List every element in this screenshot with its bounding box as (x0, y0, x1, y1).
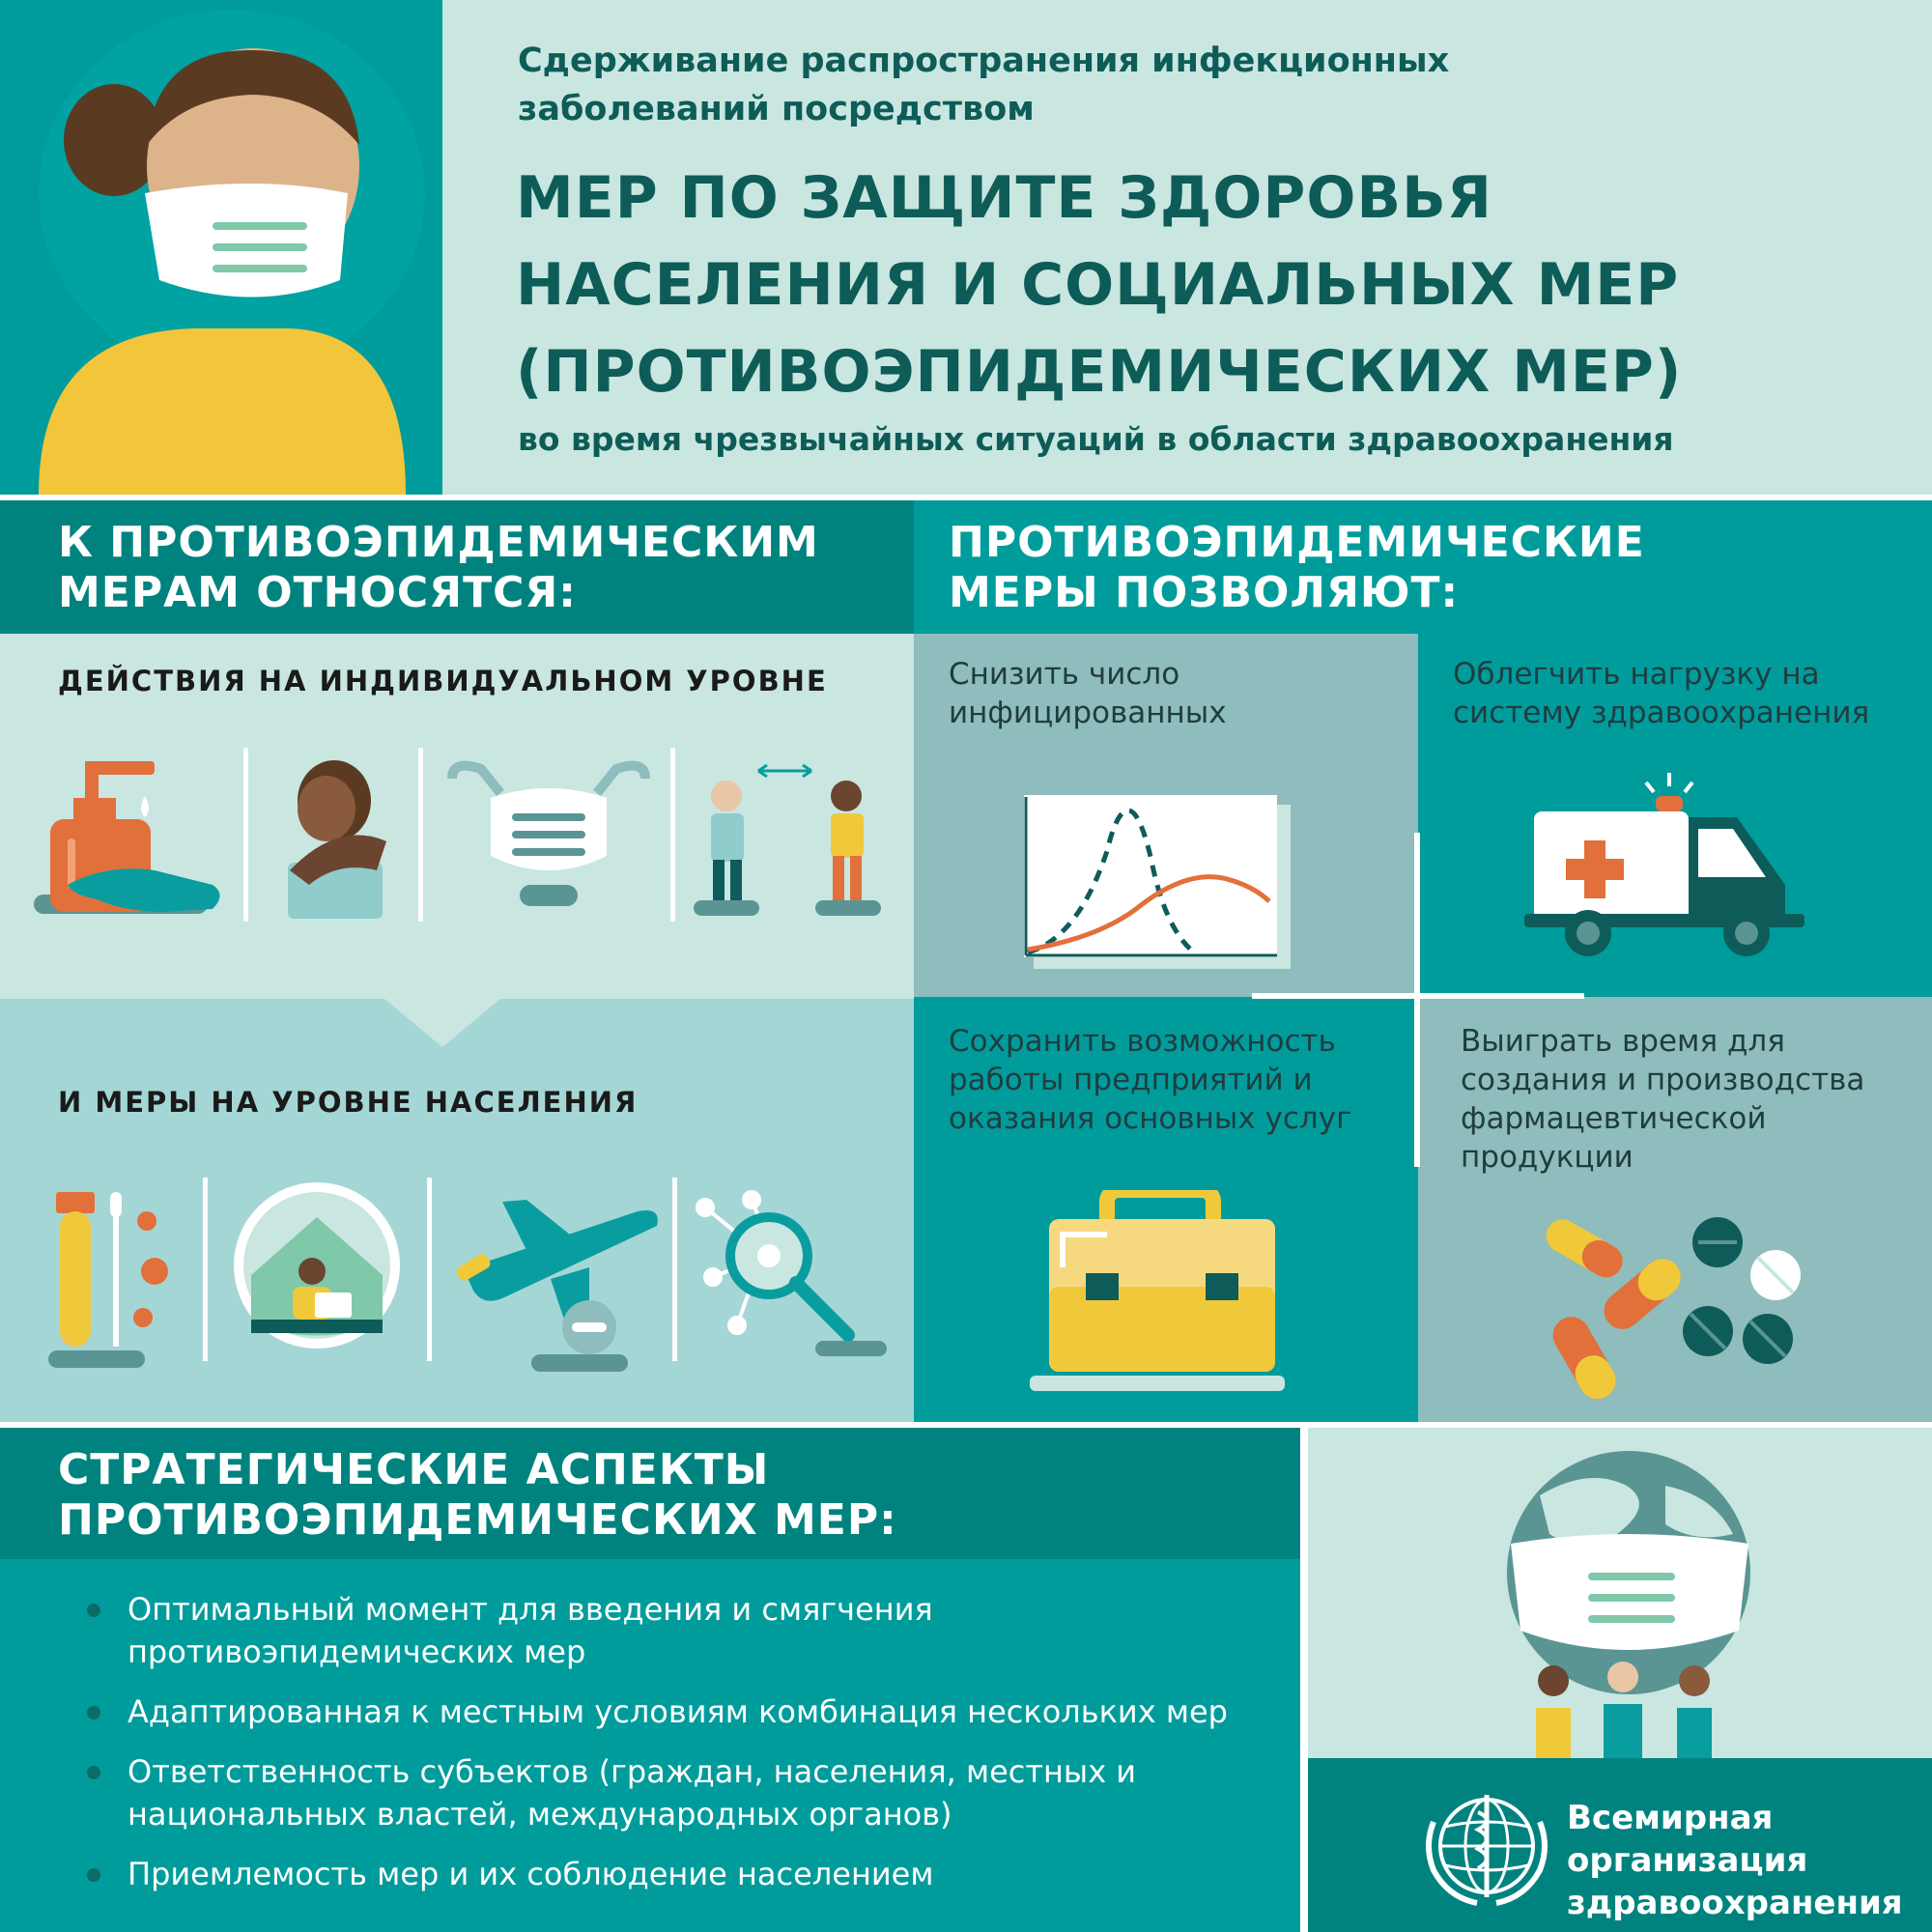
benefit-1-line1: Снизить число (949, 657, 1180, 692)
population-measures-label: И МЕРЫ НА УРОВНЕ НАСЕЛЕНИЯ (58, 1086, 639, 1119)
benefit-gain-time (1418, 997, 1932, 1422)
who-name-line1: Всемирная организация (1567, 1799, 1808, 1880)
strategy-bullet-2-line1: Адаптированная к местным условиям комбинация нескольких мер (128, 1693, 1228, 1730)
benefit-2-line1: Облегчить нагрузку на (1453, 657, 1820, 692)
briefcase-icon (1030, 1190, 1300, 1403)
who-logo-panel (1308, 1758, 1932, 1932)
test-tube-swab-icon (46, 1182, 182, 1376)
benefits-heading-line2: МЕРЫ ПОЗВОЛЯЮТ: (949, 568, 1460, 617)
strategy-bullet-1-line2: противоэпидемических мер (128, 1634, 586, 1670)
face-mask-icon (442, 759, 655, 914)
strategy-panel (0, 1559, 1300, 1932)
benefit-4-line3: фармацевтической (1461, 1101, 1767, 1136)
strategy-heading-line2: ПРОТИВОЭПИДЕМИЧЕСКИХ МЕР: (58, 1495, 897, 1545)
benefits-cross-divider-v (1414, 833, 1420, 1167)
strategy-bullet (87, 1588, 1275, 1673)
measures-heading-bar (0, 500, 914, 634)
benefit-reduce-infections (914, 634, 1418, 997)
strategy-bullet-3-line2: национальных властей, международных органов) (128, 1796, 952, 1833)
strategy-heading-line1: СТРАТЕГИЧЕСКИЕ АСПЕКТЫ (58, 1445, 770, 1494)
benefit-1-line2: инфицированных (949, 696, 1227, 730)
masked-woman-icon (0, 0, 442, 495)
benefit-reduce-health-system-load (1418, 634, 1932, 997)
contact-tracing-icon (694, 1180, 887, 1374)
benefit-3-line2: работы предприятий и (949, 1063, 1313, 1097)
pills-icon (1544, 1208, 1814, 1410)
strategy-bullet-1-line1: Оптимальный момент для введения и смягчения (128, 1591, 933, 1628)
ambulance-icon (1524, 769, 1814, 962)
benefit-3-line1: Сохранить возможность (949, 1024, 1336, 1059)
benefit-4-line4: продукции (1461, 1140, 1634, 1175)
panel-arrow-down (384, 999, 500, 1047)
cough-into-elbow-icon (280, 754, 406, 928)
stay-at-home-icon (230, 1179, 404, 1352)
strategy-bullet (87, 1750, 1275, 1835)
strategy-bullet (87, 1690, 1275, 1733)
bullet-dot-icon (87, 1868, 100, 1882)
who-name-line2: здравоохранения (1567, 1884, 1903, 1922)
header-title-line1: МЕР ПО ЗАЩИТЕ ЗДОРОВЬЯ (516, 164, 1493, 232)
header-title-line2: НАСЕЛЕНИЯ И СОЦИАЛЬНЫХ МЕР (516, 251, 1680, 319)
benefit-4-line1: Выиграть время для (1461, 1024, 1785, 1059)
header-title-line3: (ПРОТИВОЭПИДЕМИЧЕСКИХ МЕР) (516, 338, 1683, 406)
hand-sanitizer-icon (29, 750, 232, 923)
masked-globe-icon (1308, 1428, 1932, 1758)
measures-heading-line1: К ПРОТИВОЭПИДЕМИЧЕСКИМ (58, 518, 819, 567)
strategy-bullet-4-line1: Приемлемость мер и их соблюдение населением (128, 1856, 934, 1892)
globe-illustration-panel (1308, 1428, 1932, 1758)
strategy-bullet-list (87, 1588, 1275, 1913)
bullet-dot-icon (87, 1766, 100, 1779)
epidemic-curve-icon (1020, 793, 1300, 977)
benefit-4-line2: создания и производства (1461, 1063, 1865, 1097)
population-measures-panel (0, 999, 914, 1422)
header-text-panel (442, 0, 1932, 495)
who-emblem-icon (1424, 1783, 1549, 1909)
benefits-heading-line1: ПРОТИВОЭПИДЕМИЧЕСКИЕ (949, 518, 1645, 567)
benefit-maintain-services (914, 997, 1418, 1422)
header-subtitle-line1: Сдерживание распространения инфекционных (518, 42, 1450, 80)
strategy-bullet (87, 1853, 1275, 1895)
header-subtitle-line2: заболеваний посредством (518, 90, 1035, 128)
header-illustration-panel (0, 0, 442, 495)
travel-restriction-icon (444, 1182, 667, 1376)
strategy-heading-bar (0, 1428, 1300, 1559)
benefits-heading-bar (914, 500, 1932, 634)
strategy-bullet-3-line1: Ответственность субъектов (граждан, населения, местных и (128, 1753, 1137, 1790)
physical-distancing-icon (686, 750, 889, 923)
individual-measures-label: ДЕЙСТВИЯ НА ИНДИВИДУАЛЬНОМ УРОВНЕ (58, 665, 828, 697)
individual-measures-panel (0, 634, 914, 999)
measures-heading-line2: МЕРАМ ОТНОСЯТСЯ: (58, 568, 577, 617)
benefit-2-line2: систему здравоохранения (1453, 696, 1870, 730)
benefit-3-line3: оказания основных услуг (949, 1101, 1352, 1136)
bullet-dot-icon (87, 1706, 100, 1719)
header-tagline: во время чрезвычайных ситуаций в области здравоохранения (518, 420, 1674, 458)
bullet-dot-icon (87, 1604, 100, 1617)
